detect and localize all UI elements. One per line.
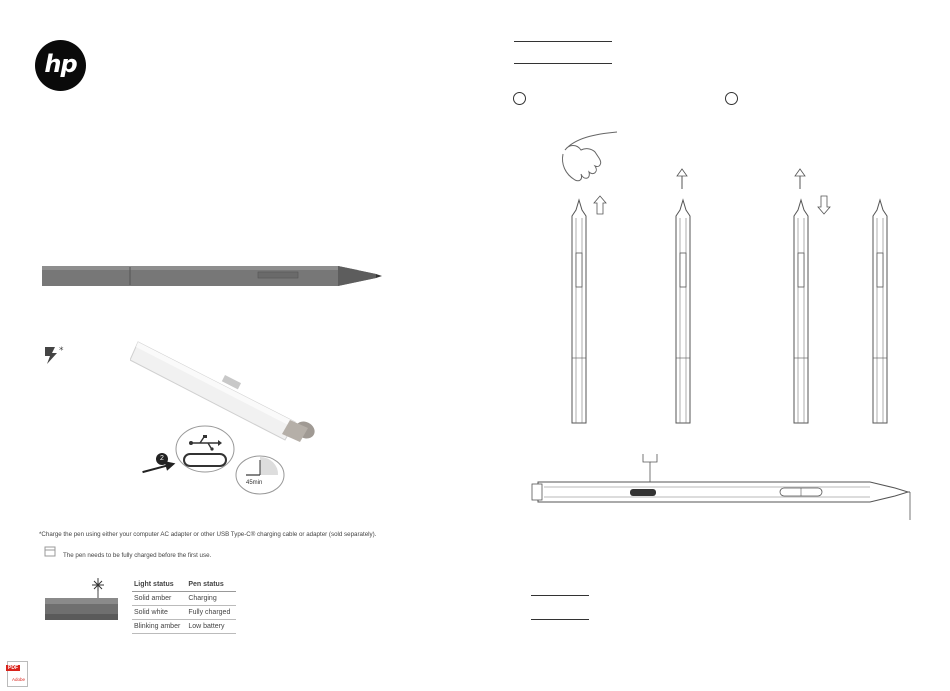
svg-text:*: * [59,346,64,356]
header-light-status: Light status [132,578,186,592]
arrow-up-icon [675,168,689,190]
first-use-note: The pen needs to be fully charged before the first use. [63,552,212,559]
charging-footnote: *Charge the pen using either your computer AC adapter or other USB Type-C® charging cable or adapter (sold separately). [39,531,377,538]
light-status-table [132,578,236,634]
arrow-down-icon [817,195,831,215]
adobe-label: Adobe [12,677,26,682]
charging-icon [42,344,72,366]
hp-logo [35,40,86,91]
pen-vertical-3 [786,198,816,428]
table-row [132,606,236,620]
note-icon [44,546,56,557]
pdf-tag: PDF [8,665,18,671]
table-row [132,592,236,606]
pen-light-illustration [42,576,122,626]
table-cell: Fully charged [186,606,236,620]
hand-icon [555,130,625,190]
step-number-badge: 2 [156,453,168,465]
step2-circle [725,92,738,105]
hp-logo-text: hp [44,50,77,78]
usb-c-icon [174,424,236,474]
table-cell: Charging [186,592,236,606]
pen-vertical-1 [564,198,594,428]
table-cell: Blinking amber [132,620,186,634]
table-row [132,620,236,634]
step1-circle [513,92,526,105]
table-header-row [132,578,236,592]
heading-rule-2 [514,63,612,64]
arrow-up-icon [593,195,607,215]
charge-time-label: 45min [246,480,263,486]
pen-side-illustration [38,258,383,294]
pen-horizontal-diagram [530,452,920,522]
label-rule-1 [531,595,589,596]
table-cell: Low battery [186,620,236,634]
header-pen-status: Pen status [186,578,236,592]
table-cell: Solid white [132,606,186,620]
pen-vertical-2 [668,198,698,428]
timer-icon [234,454,286,496]
heading-rule-1 [514,41,612,42]
pdf-file-icon[interactable] [7,661,28,687]
pen-vertical-4 [865,198,895,428]
table-cell: Solid amber [132,592,186,606]
arrow-up-icon [793,168,807,190]
label-rule-2 [531,619,589,620]
